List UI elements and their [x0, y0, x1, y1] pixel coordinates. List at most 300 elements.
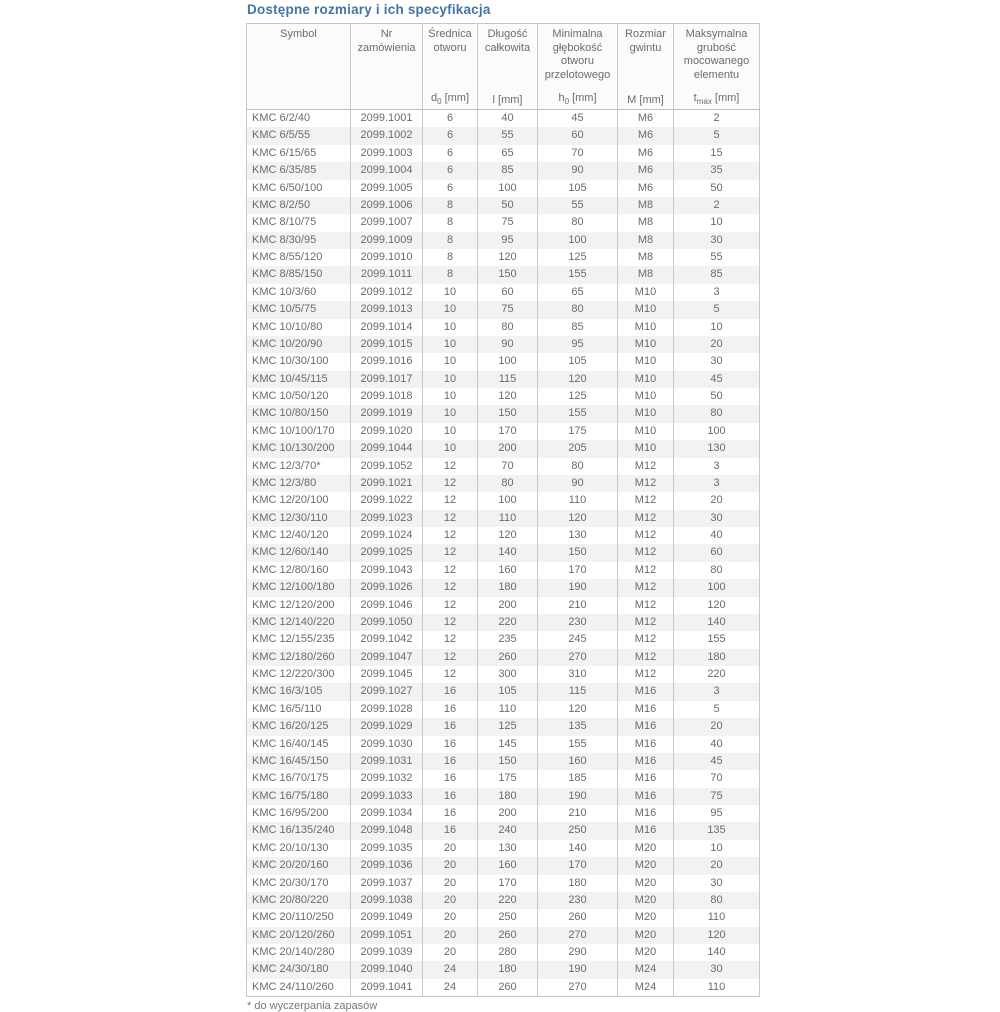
table-cell: 2099.1034	[351, 805, 423, 822]
table-row	[247, 458, 760, 475]
table-cell: 12	[423, 666, 478, 683]
column-unit-label: $h_0$ [mm]	[558, 91, 597, 106]
table-cell: M20	[618, 840, 674, 857]
table-cell: 145	[478, 736, 538, 753]
table-cell: M12	[618, 614, 674, 631]
table-cell: 2099.1048	[351, 822, 423, 839]
table-cell: 155	[538, 405, 618, 422]
table-cell: 40	[478, 110, 538, 128]
table-cell: 6	[423, 162, 478, 179]
table-cell: 80	[538, 214, 618, 231]
content-area	[246, 0, 946, 1012]
table-cell: 260	[478, 979, 538, 997]
table-cell: 180	[478, 788, 538, 805]
table-cell: 155	[538, 266, 618, 283]
table-cell: M12	[618, 666, 674, 683]
table-cell: 20	[674, 857, 760, 874]
table-cell: KMC 12/80/160	[247, 562, 351, 579]
table-cell: 20	[674, 492, 760, 509]
table-cell: KMC 12/40/120	[247, 527, 351, 544]
table-cell: KMC 6/5/55	[247, 127, 351, 144]
table-cell: M10	[618, 405, 674, 422]
table-cell: 140	[538, 840, 618, 857]
column-header	[423, 24, 478, 110]
table-cell: M16	[618, 822, 674, 839]
table-cell: 40	[674, 527, 760, 544]
table-cell: 2099.1037	[351, 875, 423, 892]
table-cell: 190	[538, 961, 618, 978]
table-cell: M16	[618, 736, 674, 753]
table-cell: 16	[423, 753, 478, 770]
table-cell: M10	[618, 301, 674, 318]
table-cell: 300	[478, 666, 538, 683]
table-cell: 2099.1024	[351, 527, 423, 544]
table-cell: M12	[618, 544, 674, 561]
table-row	[247, 770, 760, 787]
table-cell: 2099.1003	[351, 145, 423, 162]
table-cell: 2099.1012	[351, 284, 423, 301]
table-cell: 2	[674, 197, 760, 214]
table-cell: 30	[674, 961, 760, 978]
table-cell: 2099.1047	[351, 649, 423, 666]
table-cell: 12	[423, 614, 478, 631]
table-cell: 2099.1002	[351, 127, 423, 144]
table-cell: M16	[618, 805, 674, 822]
table-row	[247, 527, 760, 544]
table-cell: 110	[478, 701, 538, 718]
table-row	[247, 944, 760, 961]
table-cell: M6	[618, 162, 674, 179]
table-cell: 3	[674, 683, 760, 700]
table-cell: 130	[538, 527, 618, 544]
table-cell: 2099.1016	[351, 353, 423, 370]
table-cell: 2099.1013	[351, 301, 423, 318]
table-cell: 3	[674, 475, 760, 492]
table-cell: 100	[478, 180, 538, 197]
table-cell: KMC 16/40/145	[247, 736, 351, 753]
table-cell: KMC 10/5/75	[247, 301, 351, 318]
table-cell: 250	[478, 909, 538, 926]
table-cell: 20	[674, 718, 760, 735]
table-row	[247, 180, 760, 197]
table-cell: 310	[538, 666, 618, 683]
table-cell: 10	[423, 423, 478, 440]
table-cell: 6	[423, 127, 478, 144]
table-cell: M12	[618, 562, 674, 579]
table-cell: KMC 8/30/95	[247, 232, 351, 249]
table-cell: 8	[423, 249, 478, 266]
table-cell: M8	[618, 214, 674, 231]
table-cell: M20	[618, 857, 674, 874]
table-cell: 110	[674, 979, 760, 997]
table-cell: 160	[478, 562, 538, 579]
table-cell: KMC 10/130/200	[247, 440, 351, 457]
table-cell: 5	[674, 701, 760, 718]
table-row	[247, 162, 760, 179]
table-cell: 140	[478, 544, 538, 561]
table-cell: KMC 24/30/180	[247, 961, 351, 978]
table-cell: M20	[618, 927, 674, 944]
table-cell: KMC 16/70/175	[247, 770, 351, 787]
table-cell: M6	[618, 110, 674, 128]
table-cell: 24	[423, 979, 478, 997]
table-cell: 170	[538, 562, 618, 579]
table-cell: M10	[618, 336, 674, 353]
table-row	[247, 353, 760, 370]
column-header	[618, 24, 674, 110]
table-cell: KMC 10/20/90	[247, 336, 351, 353]
table-row	[247, 857, 760, 874]
table-cell: 250	[538, 822, 618, 839]
table-cell: 205	[538, 440, 618, 457]
table-cell: 10	[674, 214, 760, 231]
table-cell: 70	[538, 145, 618, 162]
column-unit-label: $d_0$ [mm]	[430, 91, 470, 106]
column-header-label: Rozmiar gwintu	[625, 28, 666, 54]
table-cell: 120	[674, 597, 760, 614]
table-cell: 20	[674, 336, 760, 353]
table-cell: 30	[674, 510, 760, 527]
table-cell: M16	[618, 683, 674, 700]
table-cell: 220	[478, 614, 538, 631]
table-cell: 200	[478, 805, 538, 822]
table-cell: 3	[674, 458, 760, 475]
table-cell: M16	[618, 788, 674, 805]
page-title: Dostępne rozmiary i ich specyfikacja	[247, 2, 491, 17]
table-cell: 16	[423, 770, 478, 787]
table-cell: M8	[618, 249, 674, 266]
table-cell: 2099.1045	[351, 666, 423, 683]
table-cell: KMC 10/80/150	[247, 405, 351, 422]
table-row	[247, 666, 760, 683]
column-header	[247, 24, 351, 110]
table-cell: M12	[618, 527, 674, 544]
table-cell: 12	[423, 597, 478, 614]
table-cell: KMC 16/95/200	[247, 805, 351, 822]
table-cell: 5	[674, 127, 760, 144]
table-cell: KMC 16/45/150	[247, 753, 351, 770]
table-cell: 235	[478, 631, 538, 648]
table-cell: 2099.1052	[351, 458, 423, 475]
table-cell: 2099.1033	[351, 788, 423, 805]
table-row	[247, 840, 760, 857]
table-cell: 100	[674, 579, 760, 596]
table-cell: 20	[423, 927, 478, 944]
table-cell: 105	[478, 683, 538, 700]
table-row	[247, 232, 760, 249]
table-row	[247, 492, 760, 509]
table-cell: 75	[478, 214, 538, 231]
table-cell: 2099.1039	[351, 944, 423, 961]
table-cell: 270	[538, 927, 618, 944]
table-cell: KMC 16/75/180	[247, 788, 351, 805]
table-row	[247, 423, 760, 440]
table-cell: M20	[618, 944, 674, 961]
table-cell: KMC 8/85/150	[247, 266, 351, 283]
table-cell: 160	[478, 857, 538, 874]
table-cell: 2099.1007	[351, 214, 423, 231]
table-cell: 120	[478, 527, 538, 544]
table-cell: 260	[478, 927, 538, 944]
table-cell: 2099.1041	[351, 979, 423, 997]
table-cell: 65	[538, 284, 618, 301]
table-cell: 6	[423, 180, 478, 197]
table-cell: 230	[538, 892, 618, 909]
table-cell: 2099.1043	[351, 562, 423, 579]
table-row	[247, 405, 760, 422]
table-cell: 125	[478, 718, 538, 735]
column-unit-label: l [mm]	[492, 94, 523, 106]
table-cell: 100	[538, 232, 618, 249]
table-cell: 200	[478, 597, 538, 614]
table-cell: 75	[478, 301, 538, 318]
table-cell: 85	[538, 319, 618, 336]
table-cell: KMC 24/110/260	[247, 979, 351, 997]
table-cell: 135	[538, 718, 618, 735]
table-cell: KMC 12/30/110	[247, 510, 351, 527]
table-row	[247, 249, 760, 266]
table-cell: 20	[423, 892, 478, 909]
table-cell: KMC 6/15/65	[247, 145, 351, 162]
table-row	[247, 753, 760, 770]
column-header-label: Maksymalna grubość mocowanego elementu	[683, 28, 750, 81]
table-cell: 70	[674, 770, 760, 787]
table-row	[247, 927, 760, 944]
table-cell: 140	[674, 614, 760, 631]
table-cell: 2099.1004	[351, 162, 423, 179]
table-cell: 2099.1009	[351, 232, 423, 249]
table-cell: 200	[478, 440, 538, 457]
column-unit-label: $t_{max}$ [mm]	[693, 91, 740, 106]
table-cell: 2099.1025	[351, 544, 423, 561]
table-row	[247, 127, 760, 144]
table-cell: 2099.1011	[351, 266, 423, 283]
table-cell: KMC 12/60/140	[247, 544, 351, 561]
table-cell: 16	[423, 805, 478, 822]
table-cell: 210	[538, 597, 618, 614]
table-cell: KMC 20/80/220	[247, 892, 351, 909]
table-cell: 10	[423, 353, 478, 370]
table-cell: 12	[423, 458, 478, 475]
table-cell: KMC 20/120/260	[247, 927, 351, 944]
table-cell: 2099.1022	[351, 492, 423, 509]
table-cell: KMC 12/3/70*	[247, 458, 351, 475]
table-row	[247, 701, 760, 718]
table-cell: 60	[674, 544, 760, 561]
table-cell: 95	[478, 232, 538, 249]
table-cell: 130	[674, 440, 760, 457]
table-cell: 260	[478, 649, 538, 666]
table-cell: 110	[538, 492, 618, 509]
table-cell: KMC 20/10/130	[247, 840, 351, 857]
table-row	[247, 649, 760, 666]
table-row	[247, 562, 760, 579]
table-cell: 2099.1017	[351, 371, 423, 388]
table-cell: M12	[618, 649, 674, 666]
table-row	[247, 736, 760, 753]
table-cell: 120	[478, 249, 538, 266]
table-cell: 140	[674, 944, 760, 961]
table-row	[247, 579, 760, 596]
table-cell: KMC 8/10/75	[247, 214, 351, 231]
column-header	[674, 24, 760, 110]
table-cell: KMC 6/2/40	[247, 110, 351, 128]
table-row	[247, 266, 760, 283]
table-cell: 12	[423, 492, 478, 509]
table-cell: KMC 16/3/105	[247, 683, 351, 700]
table-cell: 80	[478, 319, 538, 336]
table-cell: 2099.1036	[351, 857, 423, 874]
table-cell: 2099.1005	[351, 180, 423, 197]
table-cell: M8	[618, 232, 674, 249]
table-cell: 12	[423, 527, 478, 544]
table-cell: 55	[538, 197, 618, 214]
table-row	[247, 145, 760, 162]
table-cell: M12	[618, 475, 674, 492]
table-cell: 8	[423, 266, 478, 283]
table-cell: KMC 12/3/80	[247, 475, 351, 492]
table-cell: 8	[423, 214, 478, 231]
table-cell: 100	[478, 353, 538, 370]
column-header-label: Nr zamówienia	[357, 28, 416, 54]
table-cell: 10	[423, 319, 478, 336]
column-header	[478, 24, 538, 110]
table-cell: 10	[423, 301, 478, 318]
table-row	[247, 718, 760, 735]
table-cell: 100	[674, 423, 760, 440]
table-cell: M6	[618, 180, 674, 197]
table-cell: 60	[538, 127, 618, 144]
table-cell: KMC 12/155/235	[247, 631, 351, 648]
table-cell: 30	[674, 232, 760, 249]
table-row	[247, 319, 760, 336]
table-cell: KMC 10/3/60	[247, 284, 351, 301]
table-cell: 210	[538, 805, 618, 822]
table-cell: 240	[478, 822, 538, 839]
table-cell: 12	[423, 649, 478, 666]
table-cell: 280	[478, 944, 538, 961]
table-cell: 120	[538, 371, 618, 388]
table-cell: KMC 10/30/100	[247, 353, 351, 370]
table-cell: 135	[674, 822, 760, 839]
table-cell: 2099.1014	[351, 319, 423, 336]
table-cell: M6	[618, 145, 674, 162]
table-cell: 2099.1050	[351, 614, 423, 631]
table-cell: 170	[538, 857, 618, 874]
table-cell: 5	[674, 301, 760, 318]
table-cell: 20	[423, 875, 478, 892]
table-footnote: * do wyczerpania zapasów	[247, 1000, 378, 1012]
table-row	[247, 614, 760, 631]
table-row	[247, 388, 760, 405]
table-cell: 6	[423, 145, 478, 162]
table-cell: 30	[674, 353, 760, 370]
table-cell: M16	[618, 770, 674, 787]
table-cell: M10	[618, 371, 674, 388]
table-cell: 8	[423, 232, 478, 249]
table-cell: M12	[618, 579, 674, 596]
table-cell: 160	[538, 753, 618, 770]
column-header	[538, 24, 618, 110]
table-cell: 45	[674, 753, 760, 770]
table-row	[247, 336, 760, 353]
table-cell: 80	[538, 458, 618, 475]
table-cell: 190	[538, 788, 618, 805]
table-cell: 110	[674, 909, 760, 926]
table-cell: M8	[618, 197, 674, 214]
table-cell: 80	[674, 562, 760, 579]
table-row	[247, 597, 760, 614]
table-row	[247, 544, 760, 561]
column-header-label: Minimalna głębokość otworu przelotowego	[544, 28, 611, 81]
table-cell: KMC 16/135/240	[247, 822, 351, 839]
table-cell: 170	[478, 875, 538, 892]
table-cell: M16	[618, 718, 674, 735]
table-cell: 12	[423, 562, 478, 579]
table-cell: 170	[478, 423, 538, 440]
table-cell: 175	[538, 423, 618, 440]
table-cell: 220	[674, 666, 760, 683]
table-cell: 12	[423, 579, 478, 596]
table-row	[247, 909, 760, 926]
table-cell: 185	[538, 770, 618, 787]
table-cell: 2099.1038	[351, 892, 423, 909]
table-cell: 8	[423, 197, 478, 214]
table-cell: M16	[618, 753, 674, 770]
table-cell: 60	[478, 284, 538, 301]
table-cell: 80	[538, 301, 618, 318]
table-cell: 150	[538, 544, 618, 561]
table-row	[247, 875, 760, 892]
table-row	[247, 301, 760, 318]
table-cell: 80	[674, 892, 760, 909]
table-row	[247, 284, 760, 301]
table-cell: 180	[538, 875, 618, 892]
table-cell: 20	[423, 944, 478, 961]
table-cell: 2099.1032	[351, 770, 423, 787]
table-cell: 20	[423, 857, 478, 874]
table-cell: 125	[538, 388, 618, 405]
table-cell: 105	[538, 180, 618, 197]
table-cell: 55	[674, 249, 760, 266]
table-cell: 180	[478, 579, 538, 596]
table-cell: 20	[423, 909, 478, 926]
column-unit-label: M [mm]	[627, 94, 664, 106]
table-cell: KMC 20/30/170	[247, 875, 351, 892]
table-cell: 95	[538, 336, 618, 353]
table-row	[247, 110, 760, 128]
table-cell: KMC 12/20/100	[247, 492, 351, 509]
table-cell: 115	[478, 371, 538, 388]
table-cell: 12	[423, 475, 478, 492]
table-cell: KMC 12/120/200	[247, 597, 351, 614]
table-row	[247, 631, 760, 648]
table-cell: 110	[478, 510, 538, 527]
table-cell: 12	[423, 631, 478, 648]
table-cell: 2099.1010	[351, 249, 423, 266]
table-cell: KMC 16/5/110	[247, 701, 351, 718]
table-cell: 2099.1027	[351, 683, 423, 700]
table-cell: 45	[538, 110, 618, 128]
table-cell: KMC 8/55/120	[247, 249, 351, 266]
column-header-label: Średnica otworu	[428, 28, 472, 54]
column-header-label: Symbol	[280, 28, 317, 40]
table-cell: KMC 10/100/170	[247, 423, 351, 440]
table-cell: 80	[674, 405, 760, 422]
table-cell: 2099.1019	[351, 405, 423, 422]
table-cell: 15	[674, 145, 760, 162]
table-cell: 85	[674, 266, 760, 283]
